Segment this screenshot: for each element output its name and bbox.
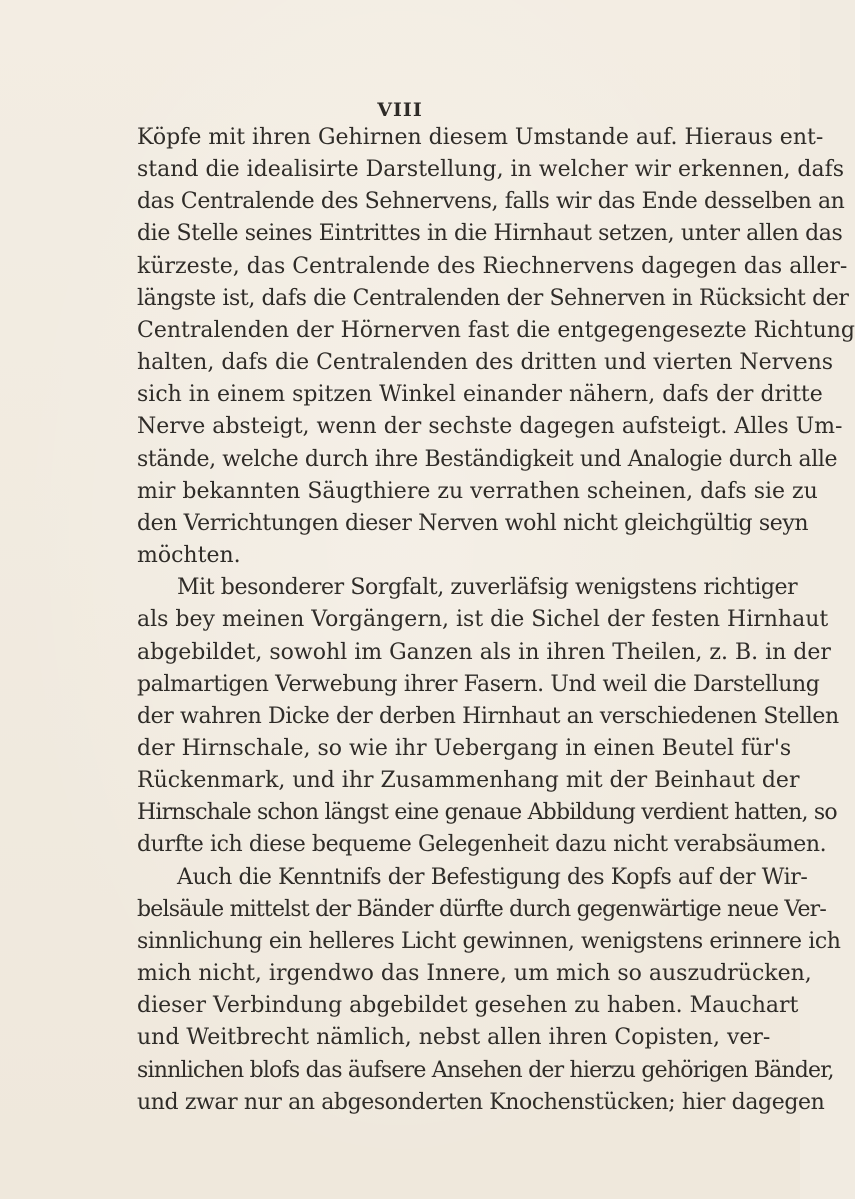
text-line: dieser Verbindung abgebildet gesehen zu haben. Mauchart: [137, 993, 799, 1019]
text-line: halten, dafs die Centralenden des dritten und vierten Nervens: [137, 350, 834, 376]
text-line: durfte ich diese bequeme Gelegenheit dazu nicht verabsäumen.: [137, 832, 827, 858]
text-line: belsäule mittelst der Bänder dürfte durch gegenwärtige neue Ver-: [137, 896, 827, 922]
text-line: möchten.: [137, 543, 241, 569]
text-line: längste ist, dafs die Centralenden der Sehnerven in Rücksicht der: [137, 285, 849, 311]
text-line: Hirnschale schon längst eine genaue Abbildung verdient hatten, so: [137, 800, 837, 826]
text-line: und Weitbrecht nämlich, nebst allen ihren Copisten, ver-: [137, 1025, 771, 1051]
text-line: Centralenden der Hörnerven fast die entgegengesezte Richtung: [137, 317, 855, 343]
text-line: palmartigen Verwebung ihrer Fasern. Und weil die Darstellung: [137, 671, 820, 697]
text-line: der Hirnschale, so wie ihr Uebergang in einen Beutel für's: [137, 735, 792, 761]
text-line: Rückenmark, und ihr Zusammenhang mit der Beinhaut der: [137, 768, 800, 794]
text-line: die Stelle seines Eintrittes in die Hirnhaut setzen, unter allen das: [137, 221, 843, 247]
text-line: stände, welche durch ihre Beständigkeit und Analogie durch alle: [137, 446, 838, 472]
text-line: Nerve absteigt, wenn der sechste dagegen aufsteigt. Alles Um-: [137, 414, 843, 440]
text-line: Mit besonderer Sorgfalt, zuverläfsig wenigstens richtiger: [177, 575, 798, 601]
text-line: Auch die Kenntnifs der Befestigung des Kopfs auf der Wir-: [177, 864, 808, 890]
text-line: Köpfe mit ihren Gehirnen diesem Umstande auf. Hieraus ent-: [137, 125, 824, 150]
text-line: stand die idealisirte Darstellung, in welcher wir erkennen, dafs: [137, 157, 845, 183]
text-line: den Verrichtungen dieser Nerven wohl nicht gleichgültig seyn: [137, 510, 809, 536]
text-line: sinnlichung ein helleres Licht gewinnen, wenigstens erinnere ich: [137, 928, 841, 954]
text-line: als bey meinen Vorgängern, ist die Sichel der festen Hirnhaut: [137, 607, 829, 633]
text-line: sinnlichen blofs das äufsere Ansehen der hierzu gehörigen Bänder,: [137, 1057, 834, 1083]
body-text: [137, 122, 855, 1119]
text-line: mir bekannten Säugthiere zu verrathen scheinen, dafs sie zu: [137, 478, 818, 504]
text-line: der wahren Dicke der derben Hirnhaut an verschiedenen Stellen: [137, 703, 839, 729]
text-line: das Centralende des Sehnervens, falls wir das Ende desselben an: [137, 189, 845, 215]
text-line: mich nicht, irgendwo das Innere, um mich so auszudrücken,: [137, 961, 812, 987]
text-line: und zwar nur an abgesonderten Knochenstücken; hier dagegen: [137, 1089, 825, 1115]
text-line: abgebildet, sowohl im Ganzen als in ihren Theilen, z. B. in der: [137, 639, 831, 665]
text-line: kürzeste, das Centralende des Riechnervens dagegen das aller-: [137, 253, 848, 279]
text-line: sich in einem spitzen Winkel einander nähern, dafs der dritte: [137, 382, 823, 408]
page-number: VIII: [377, 99, 423, 121]
